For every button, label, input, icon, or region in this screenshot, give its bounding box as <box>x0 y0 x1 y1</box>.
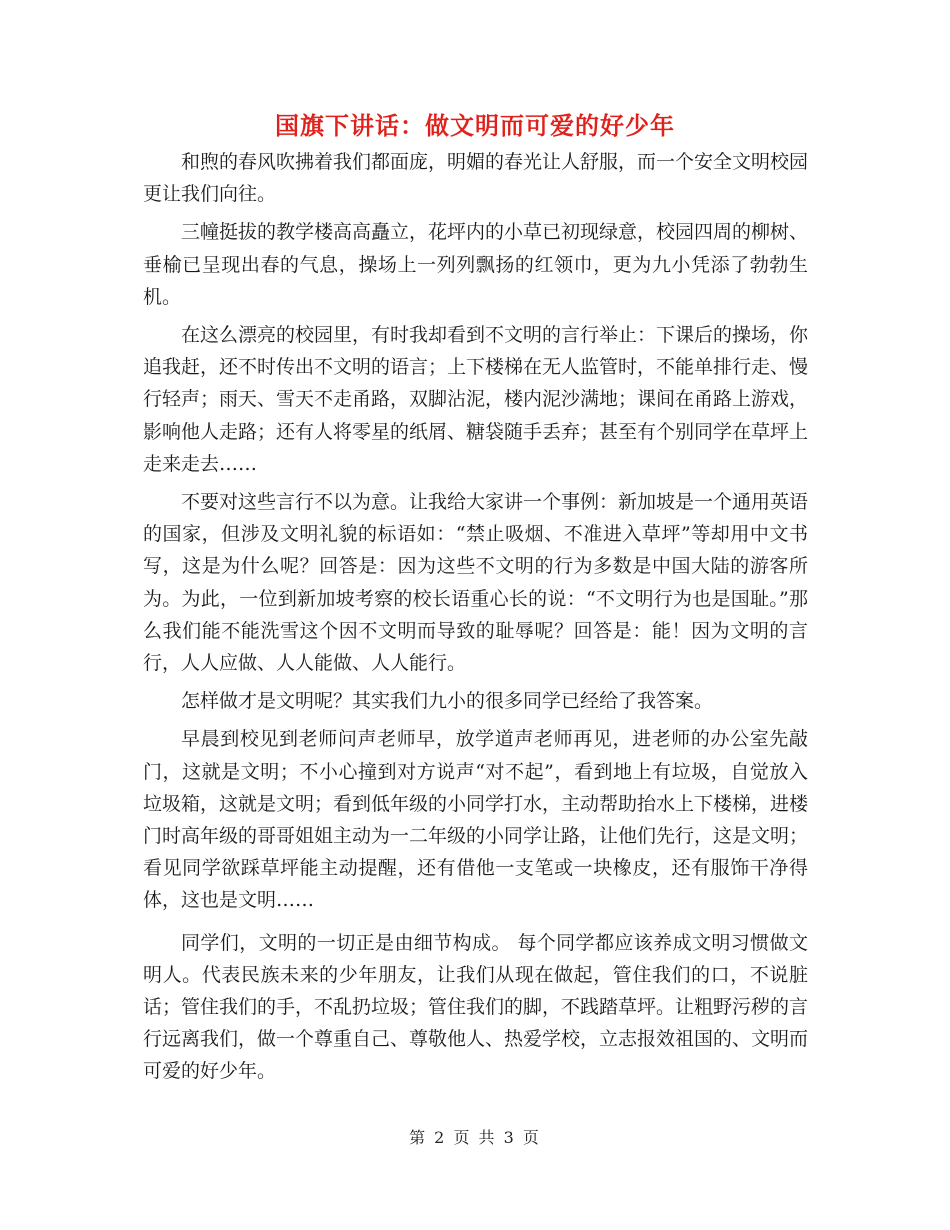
paragraph-3: 在这么漂亮的校园里，有时我却看到不文明的言行举止：下课后的操场，你追我赶，还不时传出不文明的语言；上下楼梯在无人监管时，不能单排行走、慢行轻声；雨天、雪天不走甬路，双脚沾泥，楼内泥沙满地；课间在甬路上游戏，影响他人走路；还有人将零星的纸屑、糖袋随手丢弃；甚至有个别同学在草坪上走来走去…… <box>143 324 809 475</box>
paragraph-1: 和煦的春风吹拂着我们都面庞，明媚的春光让人舒服，而一个安全文明校园更让我们向往。 <box>143 151 809 206</box>
paragraph-6: 早晨到校见到老师问声老师早，放学道声老师再见，进老师的办公室先敲门，这就是文明；不小心撞到对方说声“对不起”，看到地上有垃圾，自觉放入垃圾箱，这就是文明；看到低年级的小同学打水，主动帮助抬水上下楼梯，进楼门时高年级的哥哥姐姐主动为一二年级的小同学让路，让他们先行，这是文明；看见同学欲踩草坪能主动提醒，还有借他一支笔或一块橡皮，还有服饰干净得体，这也是文明…… <box>143 728 809 912</box>
page-footer: 第 2 页 共 3 页 <box>409 1128 541 1147</box>
paragraph-7: 同学们，文明的一切正是由细节构成。 每个同学都应该养成文明习惯做文明人。代表民族未来的少年朋友，让我们从现在做起，管住我们的口，不说脏话；管住我们的手，不乱扔垃圾；管住我们的脚，不践踏草坪。让粗野污秽的言行远离我们，做一个尊重自己、尊敬他人、热爱学校，立志报效祖国的、文明而可爱的好少年。 <box>143 931 809 1083</box>
paragraph-2: 三幢挺拔的教学楼高高矗立，花坪内的小草已初现绿意，校园四周的柳树、垂榆已呈现出春的气息，操场上一列列飘扬的红领巾，更为九小凭添了勃勃生机。 <box>143 221 809 308</box>
paragraph-4: 不要对这些言行不以为意。让我给大家讲一个事例：新加坡是一个通用英语的国家，但涉及文明礼貌的标语如：“禁止吸烟、不准进入草坪”等却用中文书写，这是为什么呢？回答是：因为这些不文明的行为多数是中国大陆的游客所为。为此，一位到新加坡考察的校长语重心长的说：“不文明行为也是国耻。”那么我们能不能洗雪这个因不文明而导致的耻辱呢？回答是：能！因为文明的言行，人人应做、人人能做、人人能行。 <box>143 491 809 675</box>
page-title: 国旗下讲话：做文明而可爱的好少年 <box>275 111 675 140</box>
paragraph-5: 怎样做才是文明呢？其实我们九小的很多同学已经给了我答案。 <box>181 690 714 713</box>
speech-body <box>143 146 808 1094</box>
